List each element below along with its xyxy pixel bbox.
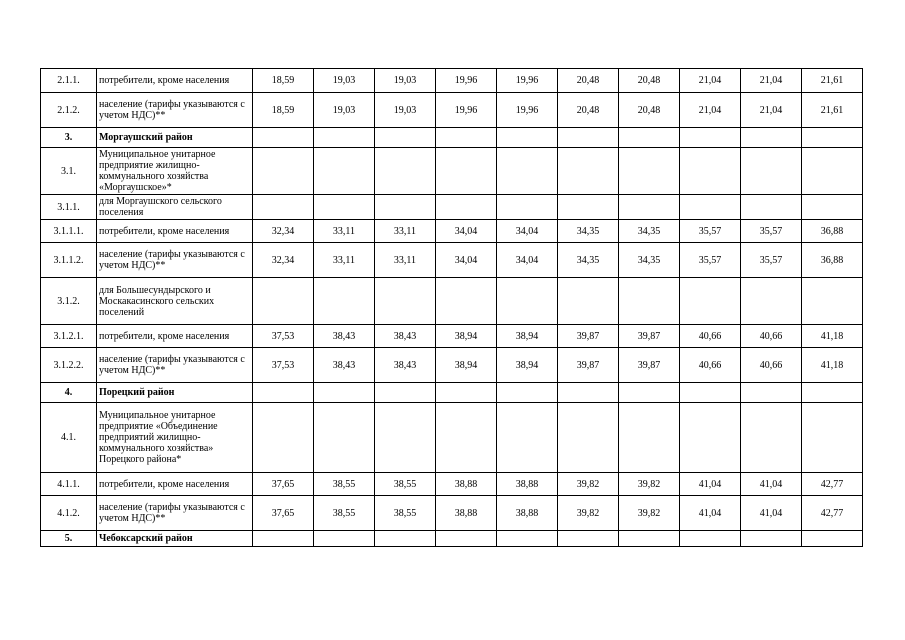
tariff-value: 21,04 — [741, 69, 802, 93]
tariff-value: 18,59 — [253, 69, 314, 93]
tariff-value: 37,65 — [253, 496, 314, 531]
tariff-value — [802, 148, 863, 195]
tariff-value: 39,87 — [619, 348, 680, 383]
tariff-value — [375, 403, 436, 473]
row-number: 3.1.2.2. — [41, 348, 97, 383]
tariff-value: 38,43 — [375, 325, 436, 348]
row-number: 4.1.2. — [41, 496, 97, 531]
tariff-value — [497, 383, 558, 403]
tariff-value — [314, 195, 375, 220]
tariff-value — [497, 403, 558, 473]
tariff-value — [436, 195, 497, 220]
tariff-value: 39,82 — [619, 473, 680, 496]
tariff-value: 38,94 — [436, 348, 497, 383]
tariff-value: 34,04 — [497, 220, 558, 243]
tariff-value: 21,04 — [741, 93, 802, 128]
tariff-value — [680, 195, 741, 220]
row-description: Муниципальное унитарное предприятие «Объединение предприятий жилищно-коммунального хозяйства» Порецкого района* — [97, 403, 253, 473]
table-row — [41, 496, 863, 531]
tariff-value: 37,53 — [253, 325, 314, 348]
tariff-value: 42,77 — [802, 496, 863, 531]
tariff-value: 19,96 — [436, 69, 497, 93]
tariff-value — [497, 195, 558, 220]
tariff-value — [436, 531, 497, 547]
tariff-value: 20,48 — [558, 93, 619, 128]
tariff-value — [253, 128, 314, 148]
tariff-value: 41,04 — [741, 496, 802, 531]
tariff-value: 33,11 — [314, 243, 375, 278]
tariff-value — [619, 403, 680, 473]
tariff-value — [253, 403, 314, 473]
table-row — [41, 195, 863, 220]
tariff-value: 38,94 — [497, 325, 558, 348]
row-number: 2.1.1. — [41, 69, 97, 93]
tariff-value: 38,88 — [436, 473, 497, 496]
tariff-value: 38,94 — [497, 348, 558, 383]
tariff-value: 37,53 — [253, 348, 314, 383]
tariff-value: 39,87 — [619, 325, 680, 348]
tariff-value: 18,59 — [253, 93, 314, 128]
tariff-value: 21,04 — [680, 69, 741, 93]
tariff-value: 38,88 — [497, 496, 558, 531]
tariff-table — [40, 68, 863, 547]
tariff-value: 19,03 — [375, 93, 436, 128]
tariff-value — [619, 383, 680, 403]
tariff-value — [680, 403, 741, 473]
row-number: 3.1.1. — [41, 195, 97, 220]
row-description: население (тарифы указываются с учетом НДС)** — [97, 348, 253, 383]
tariff-value — [802, 403, 863, 473]
tariff-value: 19,03 — [314, 93, 375, 128]
row-description: потребители, кроме населения — [97, 325, 253, 348]
tariff-value: 33,11 — [375, 243, 436, 278]
tariff-value — [802, 531, 863, 547]
tariff-value: 42,77 — [802, 473, 863, 496]
tariff-value: 20,48 — [558, 69, 619, 93]
row-number: 3. — [41, 128, 97, 148]
table-row — [41, 348, 863, 383]
row-number: 3.1.1.2. — [41, 243, 97, 278]
tariff-value: 19,96 — [497, 69, 558, 93]
tariff-value: 20,48 — [619, 69, 680, 93]
table-row — [41, 473, 863, 496]
tariff-value — [314, 403, 375, 473]
tariff-value: 34,04 — [497, 243, 558, 278]
row-description: для Большесундырского и Москакасинского сельских поселений — [97, 278, 253, 325]
row-description: потребители, кроме населения — [97, 69, 253, 93]
row-description: население (тарифы указываются с учетом НДС)** — [97, 93, 253, 128]
tariff-value: 39,82 — [558, 496, 619, 531]
tariff-value: 40,66 — [680, 325, 741, 348]
tariff-value — [741, 383, 802, 403]
tariff-value — [497, 531, 558, 547]
table-row — [41, 325, 863, 348]
tariff-value — [741, 403, 802, 473]
tariff-value: 35,57 — [741, 243, 802, 278]
tariff-value: 34,35 — [619, 243, 680, 278]
tariff-value — [375, 148, 436, 195]
tariff-value — [375, 195, 436, 220]
tariff-value: 35,57 — [680, 243, 741, 278]
tariff-value: 38,55 — [375, 496, 436, 531]
tariff-value: 34,04 — [436, 220, 497, 243]
tariff-value: 33,11 — [375, 220, 436, 243]
tariff-value: 34,35 — [619, 220, 680, 243]
tariff-value — [436, 278, 497, 325]
tariff-value: 37,65 — [253, 473, 314, 496]
tariff-value — [558, 531, 619, 547]
table-row — [41, 383, 863, 403]
tariff-value — [375, 531, 436, 547]
tariff-value — [619, 278, 680, 325]
row-description: для Моргаушского сельского поселения — [97, 195, 253, 220]
tariff-value: 41,04 — [680, 473, 741, 496]
tariff-value — [253, 195, 314, 220]
row-number: 2.1.2. — [41, 93, 97, 128]
tariff-value — [680, 148, 741, 195]
row-number: 5. — [41, 531, 97, 547]
row-description: потребители, кроме населения — [97, 473, 253, 496]
tariff-value — [314, 531, 375, 547]
tariff-value — [558, 195, 619, 220]
tariff-value: 19,03 — [314, 69, 375, 93]
tariff-value — [741, 278, 802, 325]
tariff-value: 40,66 — [741, 348, 802, 383]
row-description: население (тарифы указываются с учетом НДС)** — [97, 243, 253, 278]
tariff-value — [314, 278, 375, 325]
tariff-value: 39,87 — [558, 348, 619, 383]
tariff-value: 34,35 — [558, 220, 619, 243]
tariff-value — [680, 128, 741, 148]
tariff-value: 21,04 — [680, 93, 741, 128]
tariff-value — [375, 278, 436, 325]
tariff-value: 21,61 — [802, 69, 863, 93]
row-number: 3.1.2.1. — [41, 325, 97, 348]
tariff-value — [253, 148, 314, 195]
tariff-value: 20,48 — [619, 93, 680, 128]
row-description: Порецкий район — [97, 383, 253, 403]
tariff-value: 41,18 — [802, 325, 863, 348]
tariff-value — [802, 383, 863, 403]
table-row — [41, 93, 863, 128]
row-number: 4.1. — [41, 403, 97, 473]
tariff-value: 38,55 — [375, 473, 436, 496]
table-row — [41, 128, 863, 148]
tariff-value — [558, 148, 619, 195]
row-description: потребители, кроме населения — [97, 220, 253, 243]
tariff-value — [314, 128, 375, 148]
row-number: 3.1.1.1. — [41, 220, 97, 243]
tariff-value — [619, 531, 680, 547]
tariff-value: 34,04 — [436, 243, 497, 278]
tariff-value: 41,04 — [741, 473, 802, 496]
tariff-value: 38,55 — [314, 496, 375, 531]
tariff-value: 41,18 — [802, 348, 863, 383]
tariff-value — [558, 403, 619, 473]
tariff-value — [436, 403, 497, 473]
tariff-value — [497, 148, 558, 195]
tariff-value: 40,66 — [741, 325, 802, 348]
tariff-value — [741, 128, 802, 148]
tariff-value — [314, 148, 375, 195]
row-description: Чебоксарский район — [97, 531, 253, 547]
tariff-value — [253, 383, 314, 403]
tariff-value: 41,04 — [680, 496, 741, 531]
tariff-value: 39,82 — [619, 496, 680, 531]
tariff-value — [497, 128, 558, 148]
row-description: население (тарифы указываются с учетом НДС)** — [97, 496, 253, 531]
tariff-value — [558, 383, 619, 403]
tariff-value — [680, 278, 741, 325]
tariff-value: 19,96 — [497, 93, 558, 128]
tariff-value: 38,43 — [314, 325, 375, 348]
tariff-value — [375, 383, 436, 403]
tariff-value — [619, 195, 680, 220]
tariff-value: 32,34 — [253, 243, 314, 278]
tariff-value: 38,55 — [314, 473, 375, 496]
tariff-value — [436, 128, 497, 148]
table-row — [41, 220, 863, 243]
row-number: 3.1. — [41, 148, 97, 195]
row-number: 4.1.1. — [41, 473, 97, 496]
table-row — [41, 278, 863, 325]
tariff-value — [253, 278, 314, 325]
tariff-table-body — [41, 69, 863, 547]
tariff-value — [802, 128, 863, 148]
row-description: Муниципальное унитарное предприятие жилищно-коммунального хозяйства «Моргаушское»* — [97, 148, 253, 195]
tariff-value: 32,34 — [253, 220, 314, 243]
tariff-value: 34,35 — [558, 243, 619, 278]
table-row — [41, 148, 863, 195]
table-row — [41, 69, 863, 93]
tariff-value: 35,57 — [680, 220, 741, 243]
tariff-value: 36,88 — [802, 220, 863, 243]
tariff-value — [741, 531, 802, 547]
tariff-value: 35,57 — [741, 220, 802, 243]
tariff-value: 33,11 — [314, 220, 375, 243]
tariff-value: 39,87 — [558, 325, 619, 348]
tariff-value — [619, 128, 680, 148]
tariff-value — [741, 195, 802, 220]
tariff-value: 19,03 — [375, 69, 436, 93]
table-row — [41, 403, 863, 473]
tariff-value — [802, 278, 863, 325]
tariff-value: 38,88 — [497, 473, 558, 496]
tariff-value — [314, 383, 375, 403]
tariff-value — [558, 128, 619, 148]
row-number: 4. — [41, 383, 97, 403]
tariff-value: 39,82 — [558, 473, 619, 496]
tariff-value — [619, 148, 680, 195]
tariff-value — [680, 383, 741, 403]
table-row — [41, 243, 863, 278]
tariff-value: 21,61 — [802, 93, 863, 128]
tariff-value: 38,94 — [436, 325, 497, 348]
row-description: Моргаушский район — [97, 128, 253, 148]
tariff-value — [375, 128, 436, 148]
tariff-value — [802, 195, 863, 220]
tariff-value — [741, 148, 802, 195]
tariff-value — [436, 148, 497, 195]
table-row — [41, 531, 863, 547]
tariff-value: 40,66 — [680, 348, 741, 383]
tariff-value — [436, 383, 497, 403]
tariff-value — [558, 278, 619, 325]
tariff-value — [497, 278, 558, 325]
tariff-value: 19,96 — [436, 93, 497, 128]
tariff-value: 38,43 — [375, 348, 436, 383]
tariff-value: 38,88 — [436, 496, 497, 531]
tariff-value: 38,43 — [314, 348, 375, 383]
row-number: 3.1.2. — [41, 278, 97, 325]
tariff-value: 36,88 — [802, 243, 863, 278]
tariff-value — [253, 531, 314, 547]
tariff-value — [680, 531, 741, 547]
